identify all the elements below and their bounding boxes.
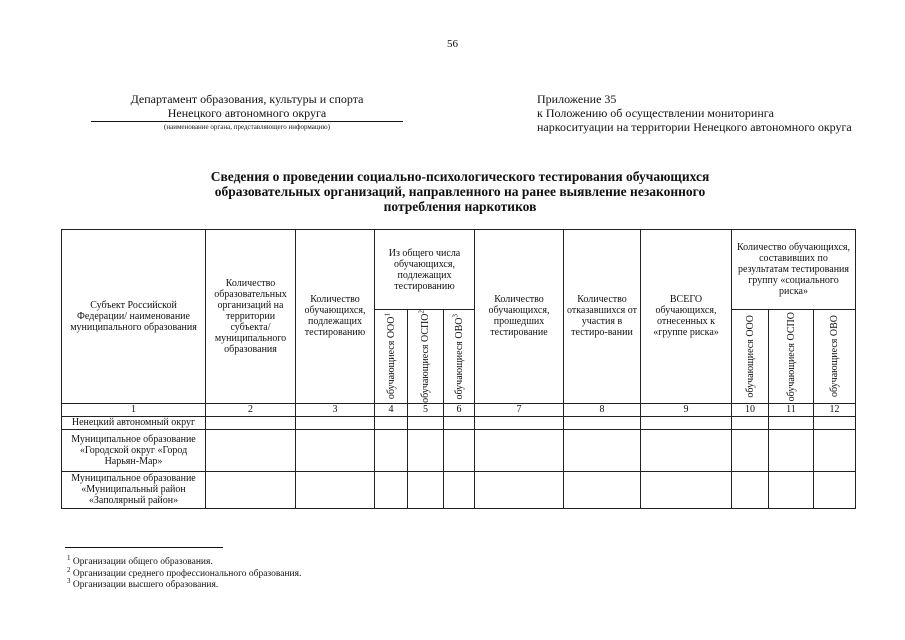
header-risk-ooo-label: обучающиеся ООО <box>744 315 756 398</box>
table-cell <box>444 416 475 429</box>
document-title-line-1: Сведения о проведении социально-психологического тестирования обучающихся <box>210 169 710 184</box>
row-label: Муниципальное образование «Городской округ «Город Нарьян-Мар» <box>62 429 206 471</box>
table-cell <box>444 429 475 471</box>
column-number: 9 <box>641 403 732 416</box>
table-cell <box>296 416 375 429</box>
row-label: Ненецкий автономный округ <box>62 416 206 429</box>
table-cell <box>564 416 641 429</box>
footnote <box>67 553 567 569</box>
header-risk-ovo-label: обучающиеся ОВО <box>829 315 840 398</box>
header-ooo-label: обучающиеся ООО <box>385 316 397 400</box>
footnote-divider <box>65 547 223 548</box>
table-cell <box>641 416 732 429</box>
header-risk-ovo <box>814 310 856 404</box>
column-number: 1 <box>62 403 206 416</box>
page-number: 56 <box>447 38 458 50</box>
header-org-count: Количество образовательных организаций на территории субъекта/ муниципального образования <box>206 230 296 404</box>
header-ooo-footnote-mark: 1 <box>383 313 392 317</box>
column-number: 12 <box>814 403 856 416</box>
header-risk-group: Количество обучающихся, составивших по результатам тестирования группу «социального риска» <box>732 230 856 310</box>
header-tested: Количество обучающихся, прошедших тестирование <box>475 230 564 404</box>
header-ovo-label: обучающиеся ОВО <box>453 317 465 400</box>
column-number: 5 <box>408 403 444 416</box>
table-cell <box>641 471 732 508</box>
footnote-mark: 3 <box>67 576 71 585</box>
column-number: 8 <box>564 403 641 416</box>
organization-line-1: Департамент образования, культуры и спорта <box>130 92 364 106</box>
footnotes <box>67 553 567 592</box>
footnote <box>67 565 567 581</box>
table-cell <box>475 429 564 471</box>
appendix-line-2: к Положению об осуществлении мониторинга <box>537 106 775 120</box>
appendix-block <box>537 92 897 134</box>
header-ostso <box>408 310 444 404</box>
organization-caption: (наименование органа, представляющего информацию) <box>164 123 330 131</box>
table-row <box>62 429 856 471</box>
table-cell <box>206 471 296 508</box>
column-number: 4 <box>375 403 408 416</box>
footnote <box>67 576 567 592</box>
footnote-mark: 1 <box>67 553 71 562</box>
appendix-line-3: наркоситуации на территории Ненецкого автономного округа <box>537 120 852 134</box>
table-cell <box>732 429 769 471</box>
table-cell <box>769 429 814 471</box>
header-students-subject: Количество обучающихся, подлежащих тестированию <box>296 230 375 404</box>
table-cell <box>475 471 564 508</box>
header-total-risk: ВСЕГО обучающихся, отнесенных к «группе риска» <box>641 230 732 404</box>
table-cell <box>564 429 641 471</box>
organization-line-2: Ненецкого автономного округа <box>167 106 327 120</box>
table-cell <box>296 471 375 508</box>
footnote-mark: 2 <box>67 565 71 574</box>
table-cell <box>375 429 408 471</box>
column-number: 7 <box>475 403 564 416</box>
header-ovo-footnote-mark: 3 <box>451 313 460 318</box>
report-table <box>61 229 856 509</box>
header-ooo <box>375 310 408 404</box>
column-number: 6 <box>444 403 475 416</box>
column-number: 2 <box>206 403 296 416</box>
table-cell <box>408 416 444 429</box>
header-subject: Субъект Российской Федерации/ наименование муниципального образования <box>62 230 206 404</box>
table-cell <box>564 471 641 508</box>
header-of-total: Из общего числа обучающихся, подлежащих тестированию <box>375 230 475 310</box>
table-cell <box>641 429 732 471</box>
table-cell <box>814 416 856 429</box>
header-risk-ooo <box>732 310 769 404</box>
column-number: 10 <box>732 403 769 416</box>
footnote-text: Организации среднего профессионального образования. <box>72 568 302 579</box>
table-cell <box>206 429 296 471</box>
table-cell <box>732 416 769 429</box>
organization-underline <box>91 121 403 122</box>
column-number: 11 <box>769 403 814 416</box>
appendix-line-1: Приложение 35 <box>537 92 617 106</box>
header-risk-ostso-label: обучающиеся ОСПО <box>785 311 797 402</box>
header-ovo <box>444 310 475 404</box>
table-row <box>62 416 856 429</box>
table-cell <box>769 471 814 508</box>
table-cell <box>408 429 444 471</box>
table-cell <box>475 416 564 429</box>
footnote-text: Организации общего образования. <box>72 557 213 567</box>
table-cell <box>375 471 408 508</box>
table-cell <box>408 471 444 508</box>
organization-block <box>82 92 412 131</box>
document-title <box>160 169 760 214</box>
table-cell <box>444 471 475 508</box>
table-cell <box>814 471 856 508</box>
table-cell <box>375 416 408 429</box>
document-title-line-2: образовательных организаций, направленного на ранее выявление незаконного <box>214 184 706 199</box>
header-refused: Количество отказавшихся от участия в тестиро-вании <box>564 230 641 404</box>
header-ostso-footnote-mark: 2 <box>417 310 426 314</box>
header-risk-ostso <box>769 310 814 404</box>
table-cell <box>814 429 856 471</box>
header-ostso-label: обучающиеся ОСПО <box>420 313 431 403</box>
table-cell <box>206 416 296 429</box>
column-number: 3 <box>296 403 375 416</box>
document-title-line-3: потребления наркотиков <box>383 199 537 214</box>
table-cell <box>732 471 769 508</box>
footnote-text: Организации высшего образования. <box>72 580 219 590</box>
table-row <box>62 471 856 508</box>
table-cell <box>769 416 814 429</box>
table-cell <box>296 429 375 471</box>
column-number-row <box>62 403 856 416</box>
row-label: Муниципальное образование «Муниципальный район «Заполярный район» <box>62 471 206 508</box>
